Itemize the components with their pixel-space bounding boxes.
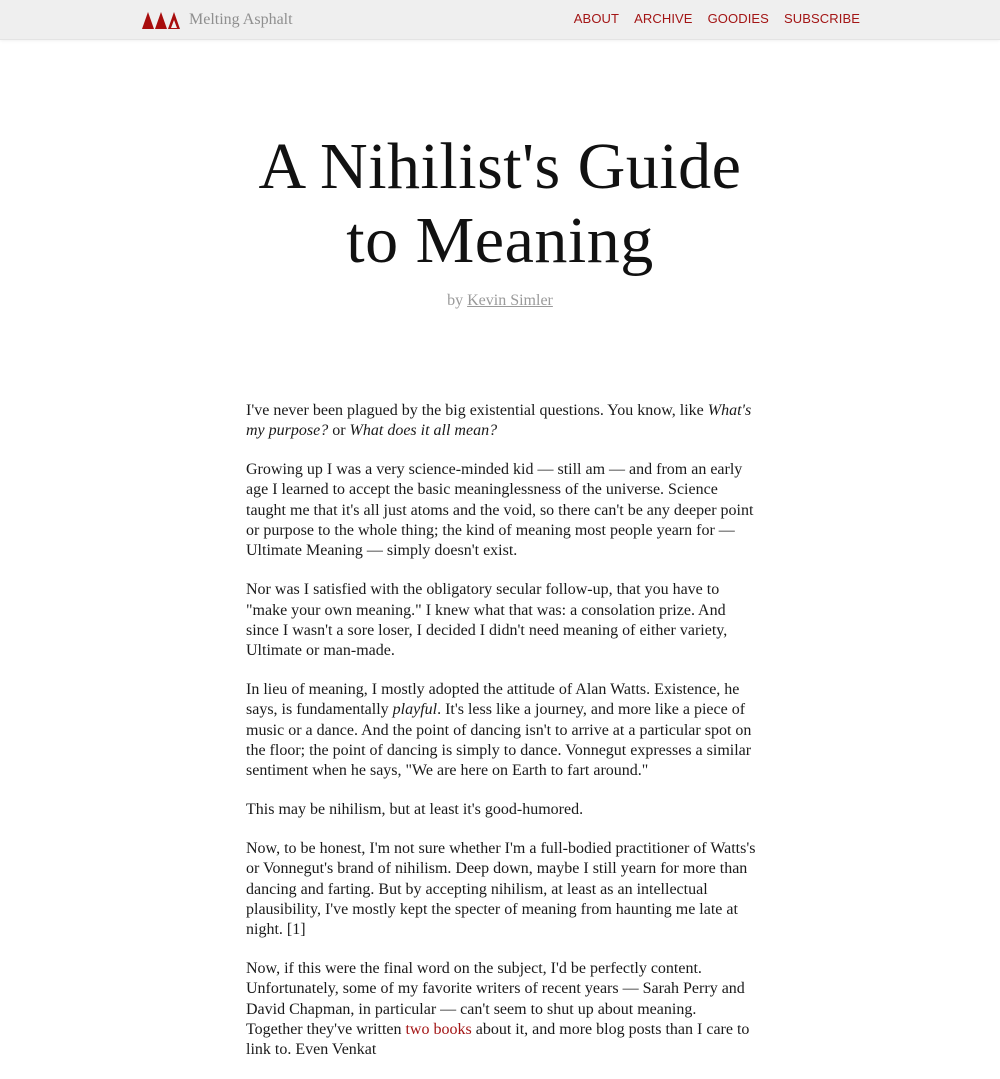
post-title <box>0 130 1000 278</box>
byline <box>0 292 1000 310</box>
emphasis: What's my purpose? <box>246 402 752 440</box>
post-header <box>0 130 1000 310</box>
site-brand[interactable] <box>142 8 293 32</box>
nav-about-link[interactable]: ABOUT <box>573 11 620 26</box>
byline-prefix: by <box>447 292 464 309</box>
main-nav <box>559 11 860 26</box>
logo-triangle <box>155 12 167 29</box>
post-title-line1: A Nihilist's Guide <box>258 130 742 203</box>
paragraph-1 <box>246 401 756 442</box>
nav-goodies-link[interactable]: GOODIES <box>707 11 769 26</box>
nav-archive-link[interactable]: ARCHIVE <box>634 11 693 26</box>
two-books-link[interactable]: two books <box>405 1020 472 1038</box>
paragraph-6: Now, to be honest, I'm not sure whether I'm a full-bodied practitioner of Watts's or Vonnegut's brand of nihilism. Deep down, maybe I still yearn for more than dancing and farting. But by accepting nihilism, at least as an intellectual plausibility, I've mostly kept the specter of meaning from haunting me late at night. [1] <box>246 840 756 939</box>
logo-triangle-hollow <box>168 12 180 29</box>
emphasis: What does it all mean? <box>349 422 498 440</box>
paragraph-4 <box>246 680 756 781</box>
text-run: Now, if this were the final word on the subject, I'd be perfectly content. Unfortunately, some of my favorite writers of recent years — Sarah Perry and David Chapman, in particular — can't seem to shut up about meaning. Together they've written <box>246 960 745 1038</box>
top-navbar <box>0 0 1000 40</box>
emphasis: playful <box>392 701 438 719</box>
paragraph-5: This may be nihilism, but at least it's good-humored. <box>246 801 584 819</box>
text-run: I've never been plagued by the big existential questions. You know, like <box>246 402 708 419</box>
nav-subscribe-link[interactable]: SUBSCRIBE <box>783 11 860 26</box>
logo-triangle <box>142 12 154 29</box>
paragraph-2: Growing up I was a very science-minded kid — still am — and from an early age I learned to accept the basic meaninglessness of the universe. Science taught me that it's all just atoms and the void, so there can't be any deeper point or purpose to the whole thing; the kind of meaning most people yearn for — Ultimate Meaning — simply doesn't exist. <box>246 461 754 560</box>
text-run: In lieu of meaning, I mostly adopted the attitude of Alan Watts. Existence, he says, is fundamentally <box>246 681 740 719</box>
site-name-link[interactable]: Melting Asphalt <box>189 11 293 28</box>
paragraph-7 <box>246 959 756 1060</box>
text-run: or <box>328 422 350 440</box>
text-run: about it, and more blog posts than I care to link to. Even Venkat <box>246 1020 750 1059</box>
triangles-logo-icon[interactable] <box>142 11 181 29</box>
post-title-line2: to Meaning <box>346 204 654 277</box>
author-link[interactable]: Kevin Simler <box>467 292 553 309</box>
paragraph-3: Nor was I satisfied with the obligatory secular follow-up, that you have to "make your own meaning." I knew what that was: a consolation prize. And since I wasn't a sore loser, I decided I didn't need meaning of either variety, Ultimate or man-made. <box>246 581 728 660</box>
post-body <box>246 401 756 1079</box>
text-run: . It's less like a journey, and more like a piece of music or a dance. And the point of dancing isn't to arrive at a particular spot on the floor; the point of dancing is simply to dance. Vonnegut expresses a similar sentiment when he says, "We are here on Earth to fart around." <box>246 701 752 780</box>
